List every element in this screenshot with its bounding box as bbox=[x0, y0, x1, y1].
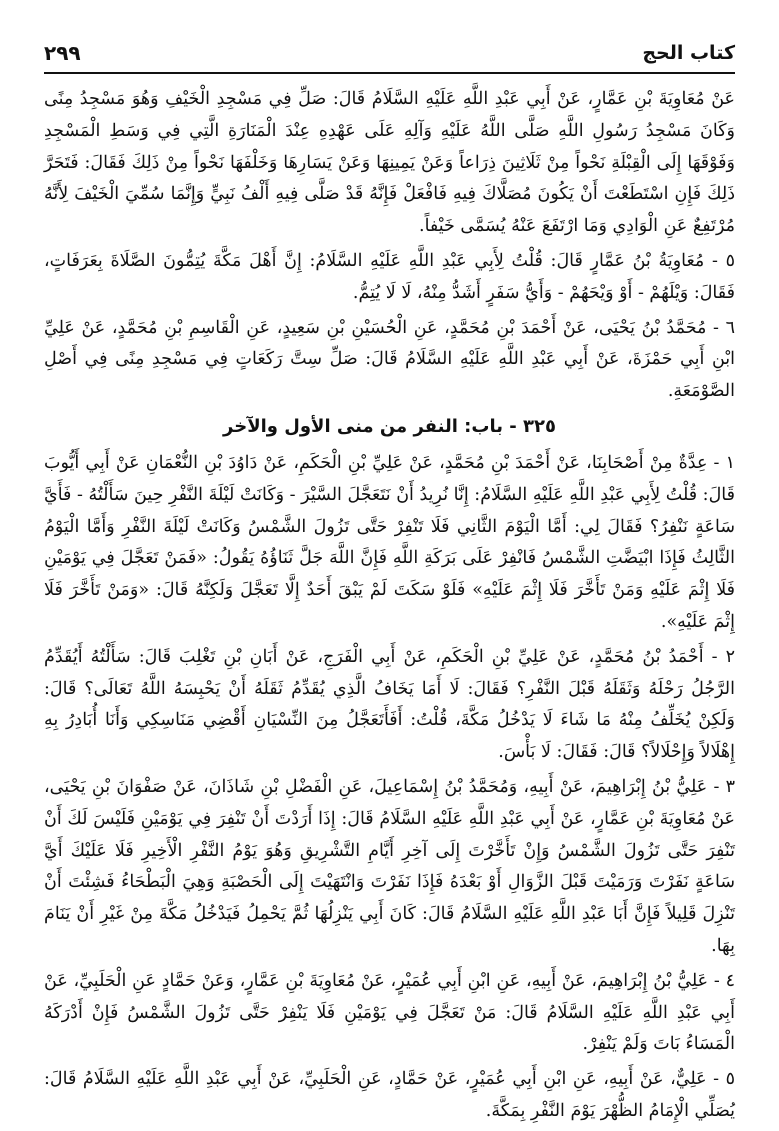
hadith-paragraph: ٥ - مُعَاوِيَةُ بْنُ عَمَّارٍ قَالَ: قُلْتُ لِأَبِي عَبْدِ اللَّهِ عَلَيْهِ السَّلَامُ: إِنَّ أَهْلَ مَكَّةَ يُتِمُّونَ الصَّلَاةَ بِعَرَفَاتٍ، فَقَالَ: وَيْلَهُمْ - أَوْ وَيْحَهُمْ - وَأَيُّ سَفَرٍ أَشَدُّ مِنْهُ، لَا لَا يُتِمُّ. bbox=[44, 250, 735, 303]
hadith-continuation: عَنْ مُعَاوِيَةَ بْنِ عَمَّارٍ، عَنْ أَبِي عَبْدِ اللَّهِ عَلَيْهِ السَّلَامُ قَالَ: صَلِّ فِي مَسْجِدِ الْخَيْفِ وَهُوَ مَسْجِدُ مِنًى وَكَانَ مَسْجِدُ رَسُولِ اللَّهِ صَلَّى اللَّهُ عَلَيْهِ وَآلِهِ عَلَى عَهْدِهِ عِنْدَ الْمَنَارَةِ الَّتِي فِي وَسَطِ الْمَسْجِدِ وَفَوْقَهَا إِلَى الْقِبْلَةِ نَحْواً مِنْ ثَلَاثِينَ ذِرَاعاً وَعَنْ يَمِينِهَا وَعَنْ يَسَارِهَا وَخَلْفَهَا نَحْواً مِنْ ذَلِكَ فَقَالَ: فَتَحَرَّ ذَلِكَ فَإِنِ اسْتَطَعْتَ أَنْ يَكُونَ مُصَلَّاكَ فِيهِ فَافْعَلْ فَإِنَّهُ قَدْ صَلَّى فِيهِ أَلْفُ نَبِيٍّ وَإِنَّمَا سُمِّيَ الْخَيْفَ لِأَنَّهُ مُرْتَفِعٌ عَنِ الْوَادِي وَمَا ارْتَفَعَ عَنْهُ يُسَمَّى خَيْفاً. bbox=[44, 89, 735, 237]
page-body bbox=[44, 84, 735, 1131]
book-title: كتاب الحج bbox=[642, 42, 735, 64]
chapter-heading: ٣٢٥ - باب: النفر من منى الأول والآخر bbox=[223, 415, 556, 437]
header-divider bbox=[44, 72, 735, 74]
hadith-paragraph: ١ - عِدَّةٌ مِنْ أَصْحَابِنَا، عَنْ أَحْمَدَ بْنِ مُحَمَّدٍ، عَنْ عَلِيِّ بْنِ الْحَكَمِ، عَنْ دَاوُدَ بْنِ النُّعْمَانِ عَنْ أَبِي أَيُّوبَ قَالَ: قُلْتُ لِأَبِي عَبْدِ اللَّهِ عَلَيْهِ السَّلَامُ: إِنَّا نُرِيدُ أَنْ نَتَعَجَّلَ السَّيْرَ - وَكَانَتْ لَيْلَةَ النَّفْرِ حِينَ سَأَلْتُهُ - فَأَيَّ سَاعَةٍ نَنْفِرُ؟ فَقَالَ لِي: أَمَّا الْيَوْمَ الثَّانِي فَلَا تَنْفِرْ حَتَّى تَزُولَ الشَّمْسُ وَكَانَتْ لَيْلَةَ النَّفْرِ وَأَمَّا الْيَوْمُ الثَّالِثُ فَإِذَا ابْيَضَّتِ الشَّمْسُ فَانْفِرْ عَلَى بَرَكَةِ اللَّهِ فَإِنَّ اللَّهَ جَلَّ ثَنَاؤُهُ يَقُولُ: «فَمَنْ تَعَجَّلَ فِي يَوْمَيْنِ فَلَا إِثْمَ عَلَيْهِ وَمَنْ تَأَخَّرَ فَلَا إِثْمَ عَلَيْهِ» فَلَوْ سَكَتَ لَمْ يَبْقَ أَحَدٌ إِلَّا تَعَجَّلَ وَلَكِنَّهُ قَالَ: «وَمَنْ تَأَخَّرَ فَلَا إِثْمَ عَلَيْهِ». bbox=[44, 452, 735, 632]
hadith-paragraph: ٣ - عَلِيُّ بْنُ إِبْرَاهِيمَ، عَنْ أَبِيهِ، وَمُحَمَّدُ بْنُ إِسْمَاعِيلَ، عَنِ الْفَضْلِ بْنِ شَاذَانَ، عَنْ صَفْوَانَ بْنِ يَحْيَى، عَنْ مُعَاوِيَةَ بْنِ عَمَّارٍ، عَنْ أَبِي عَبْدِ اللَّهِ عَلَيْهِ السَّلَامُ قَالَ: إِذَا أَرَدْتَ أَنْ تَنْفِرَ فِي يَوْمَيْنِ فَلَيْسَ لَكَ أَنْ تَنْفِرَ حَتَّى تَزُولَ الشَّمْسُ وَإِنْ تَأَخَّرْتَ إِلَى آخِرِ أَيَّامِ التَّشْرِيقِ وَهُوَ يَوْمُ النَّفْرِ الْأَخِيرِ فَلَا عَلَيْكَ أَيَّ سَاعَةٍ نَفَرْتَ وَرَمَيْتَ قَبْلَ الزَّوَالِ أَوْ بَعْدَهُ فَإِذَا نَفَرْتَ وَانْتَهَيْتَ إِلَى الْحَصْبَةِ وَهِيَ الْبَطْحَاءُ فَشِئْتَ أَنْ تَنْزِلَ قَلِيلاً فَإِنَّ أَبَا عَبْدِ اللَّهِ عَلَيْهِ السَّلَامُ قَالَ: كَانَ أَبِي يَنْزِلُهَا ثُمَّ يَحْمِلُ فَيَدْخُلُ مَكَّةَ مِنْ غَيْرِ أَنْ يَنَامَ بِهَا. bbox=[44, 776, 736, 956]
page-header bbox=[44, 40, 735, 66]
hadith-paragraph: ٤ - عَلِيُّ بْنُ إِبْرَاهِيمَ، عَنْ أَبِيهِ، عَنِ ابْنِ أَبِي عُمَيْرٍ، عَنْ مُعَاوِيَةَ بْنِ عَمَّارٍ، وَعَنْ حَمَّادٍ عَنِ الْحَلَبِيِّ، عَنْ أَبِي عَبْدِ اللَّهِ عَلَيْهِ السَّلَامُ قَالَ: مَنْ تَعَجَّلَ فِي يَوْمَيْنِ فَلَا يَنْفِرْ حَتَّى تَزُولَ الشَّمْسُ فَإِنْ أَدْرَكَهُ الْمَسَاءُ بَاتَ وَلَمْ يَنْفِرْ. bbox=[44, 970, 735, 1055]
hadith-paragraph: ٦ - مُحَمَّدُ بْنُ يَحْيَى، عَنْ أَحْمَدَ بْنِ مُحَمَّدٍ، عَنِ الْحُسَيْنِ بْنِ سَعِيدٍ، عَنِ الْقَاسِمِ بْنِ مُحَمَّدٍ، عَنْ عَلِيِّ ابْنِ أَبِي حَمْزَةَ، عَنْ أَبِي عَبْدِ اللَّهِ عَلَيْهِ السَّلَامُ قَالَ: صَلِّ سِتَّ رَكَعَاتٍ فِي مَسْجِدِ مِنًى فِي أَصْلِ الصَّوْمَعَةِ. bbox=[44, 317, 735, 402]
hadith-paragraph: ٥ - عَلِيٌّ، عَنْ أَبِيهِ، عَنِ ابْنِ أَبِي عُمَيْرٍ، عَنْ حَمَّادٍ، عَنِ الْحَلَبِيِّ، عَنْ أَبِي عَبْدِ اللَّهِ عَلَيْهِ السَّلَامُ قَالَ: يُصَلِّي الْإِمَامُ الظُّهْرَ يَوْمَ النَّفْرِ بِمَكَّةَ. bbox=[44, 1069, 735, 1121]
hadith-paragraph: ٢ - أَحْمَدُ بْنُ مُحَمَّدٍ، عَنْ عَلِيِّ بْنِ الْحَكَمِ، عَنْ أَبِي الْفَرَجِ، عَنْ أَبَانِ بْنِ تَغْلِبَ قَالَ: سَأَلْتُهُ أَيُقَدِّمُ الرَّجُلُ رَحْلَهُ وَثَقَلَهُ قَبْلَ النَّفْرِ؟ فَقَالَ: لَا أَمَا يَخَافُ الَّذِي يُقَدِّمُ ثَقَلَهُ أَنْ يَحْبِسَهُ اللَّهُ تَعَالَى؟ قَالَ: وَلَكِنْ يُخَلِّفُ مِنْهُ مَا شَاءَ لَا يَدْخُلُ مَكَّةَ، قُلْتُ: أَفَأَتَعَجَّلُ مِنَ النِّسْيَانِ أَقْضِي مَنَاسِكِي وَأَنَا أُبَادِرُ بِهِ إِهْلَالاً وَإِحْلَالاً؟ قَالَ: فَقَالَ: لَا بَأْسَ. bbox=[44, 646, 735, 763]
page-number: ٢٩٩ bbox=[44, 41, 81, 65]
